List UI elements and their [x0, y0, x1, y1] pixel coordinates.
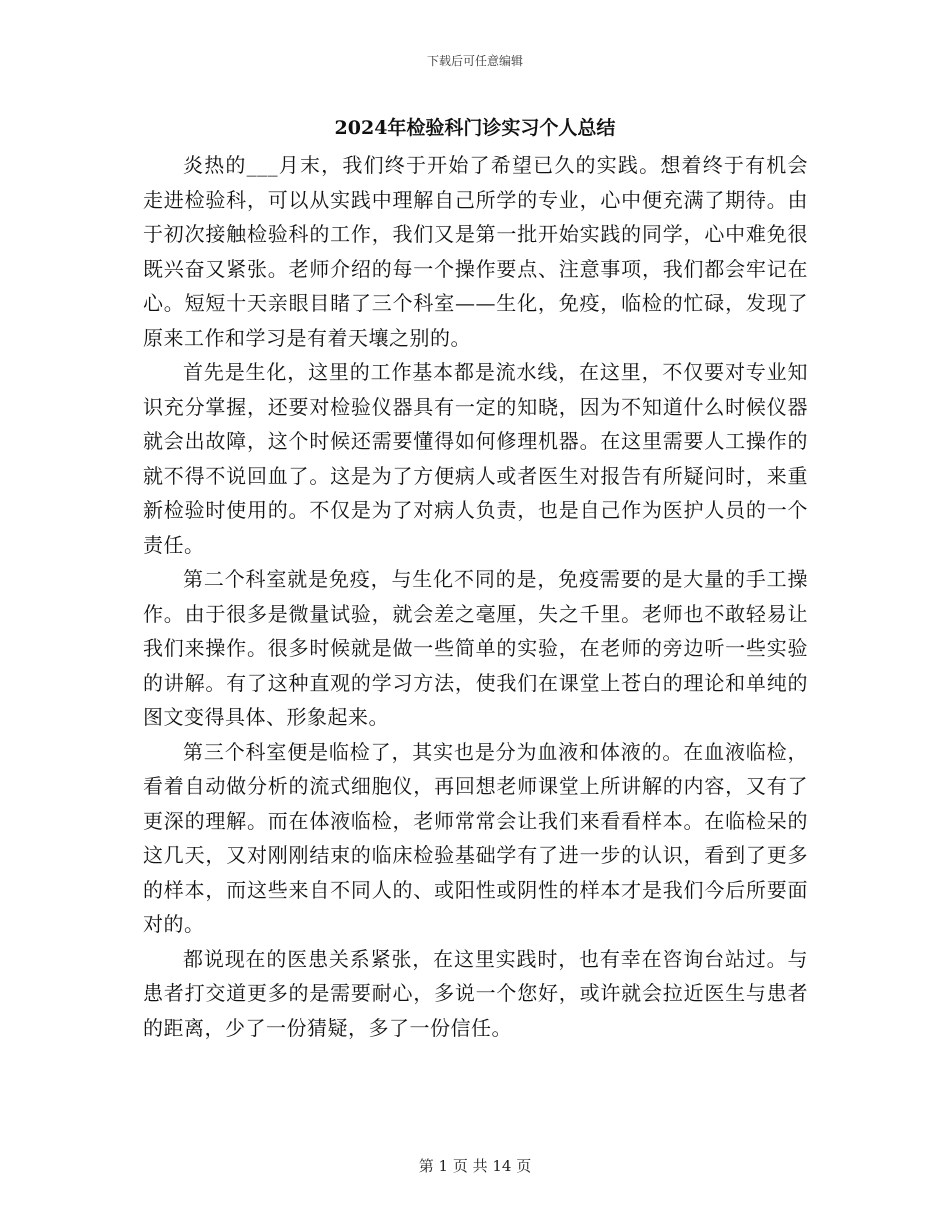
- header-note: 下载后可任意编辑: [426, 54, 523, 68]
- paragraph-1: 炎热的___月末，我们终于开始了希望已久的实践。想着终于有机会走进检验科，可以从实践中理解自己所学的专业，心中便充满了期待。由于初次接触检验科的工作，我们又是第一批开始实践的同学，心中难免很既兴奋又紧张。老师介绍的每一个操作要点、注意事项，我们都会牢记在心。短短十天亲眼目睹了三个科室——生化，免疫，临检的忙碌，发现了原来工作和学习是有着天壤之别的。: [143, 153, 808, 350]
- document-body: [143, 148, 808, 1045]
- paragraph-5: 都说现在的医患关系紧张，在这里实践时，也有幸在咨询台站过。与患者打交道更多的是需要耐心，多说一个您好，或许就会拉近医生与患者的距离，少了一份猜疑，多了一份信任。: [143, 946, 808, 1040]
- paragraph-4: 第三个科室便是临检了，其实也是分为血液和体液的。在血液临检，看着自动做分析的流式细胞仪，再回想老师课堂上所讲解的内容，又有了更深的理解。而在体液临检，老师常常会让我们来看看样本。在临检呆的这几天，又对刚刚结束的临床检验基础学有了进一步的认识，看到了更多的样本，而这些来自不同人的、或阳性或阴性的样本才是我们今后所要面对的。: [143, 739, 808, 936]
- paragraph-2: 首先是生化，这里的工作基本都是流水线，在这里，不仅要对专业知识充分掌握，还要对检验仪器具有一定的知晓，因为不知道什么时候仪器就会出故障，这个时候还需要懂得如何修理机器。在这里需要人工操作的就不得不说回血了。这是为了方便病人或者医生对报告有所疑问时，来重新检验时使用的。不仅是为了对病人负责，也是自己作为医护人员的一个责任。: [143, 360, 808, 557]
- paragraph-3: 第二个科室就是免疫，与生化不同的是，免疫需要的是大量的手工操作。由于很多是微量试验，就会差之毫厘，失之千里。老师也不敢轻易让我们来操作。很多时候就是做一些简单的实验，在老师的旁边听一些实验的讲解。有了这种直观的学习方法，使我们在课堂上苍白的理论和单纯的图文变得具体、形象起来。: [143, 567, 808, 729]
- document-title: 2024年检验科门诊实习个人总结: [334, 117, 616, 139]
- page-number-footer: 第 1 页 共 14 页: [418, 1157, 532, 1175]
